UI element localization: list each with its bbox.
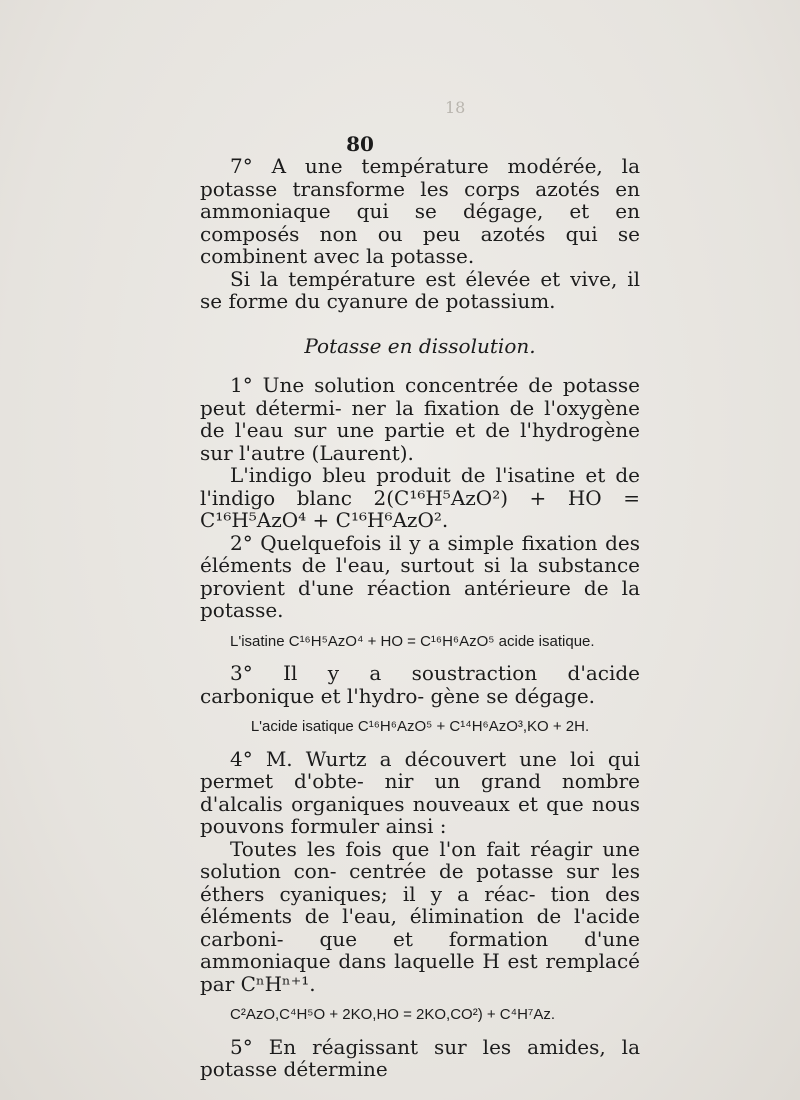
section-heading: Potasse en dissolution. bbox=[304, 333, 536, 358]
body-text bbox=[200, 155, 640, 1081]
formula-isatic-acid: L'acide isatique C¹⁶H⁶AzO⁵ + C¹⁴H⁶AzO³,KO + 2H. bbox=[250, 718, 590, 735]
formula-cyanic-ether: C²AzO,C⁴H⁵O + 2KO,HO = 2KO,CO²) + C⁴H⁷Az. bbox=[230, 1006, 556, 1023]
paragraph-indigo: L'indigo bleu produit de l'isatine et de l'indigo blanc 2(C¹⁶H⁵AzO²) + HO = C¹⁶H⁵AzO⁴ + C¹⁶H⁶AzO². bbox=[200, 463, 640, 532]
paragraph-4b: Toutes les fois que l'on fait réagir une solution con- centrée de potasse sur les éthers cyaniques; il y a réac- tion des éléments de l'eau, élimination de l'acide carboni- que et formation d'une ammoniaque dans laquelle H est remplacé par CⁿHⁿ⁺¹. bbox=[200, 836, 640, 996]
bleed-through-mark: 18 bbox=[445, 98, 466, 117]
formula-isatine: L'isatine C¹⁶H⁵AzO⁴ + HO = C¹⁶H⁶AzO⁵ acide isatique. bbox=[230, 632, 595, 650]
paragraph-1: 1° Une solution concentrée de potasse peut détermi- ner la fixation de l'oxygène de l'eau sur une partie et de l'hydrogène sur l'autre (Laurent). bbox=[200, 373, 640, 465]
paragraph-5: 5° En réagissant sur les amides, la potasse détermine bbox=[200, 1034, 640, 1081]
paragraph-7b: Si la température est élevée et vive, il se forme du cyanure de potassium. bbox=[200, 266, 640, 313]
paragraph-3: 3° Il y a soustraction d'acide carbonique et l'hydro- gène se dégage. bbox=[200, 661, 640, 708]
page-number: 80 bbox=[346, 132, 374, 156]
paragraph-7a: 7° A une température modérée, la potasse transforme les corps azotés en ammoniaque qui se dégage, et en composés non ou peu azotés qui se combinent avec la potasse. bbox=[200, 154, 640, 268]
paragraph-2: 2° Quelquefois il y a simple fixation des éléments de l'eau, surtout si la substance provient d'une réaction antérieure de la potasse. bbox=[200, 530, 640, 622]
paragraph-4: 4° M. Wurtz a découvert une loi qui permet d'obte- nir un grand nombre d'alcalis organiques nouveaux et que nous pouvons formuler ainsi : bbox=[200, 746, 640, 838]
